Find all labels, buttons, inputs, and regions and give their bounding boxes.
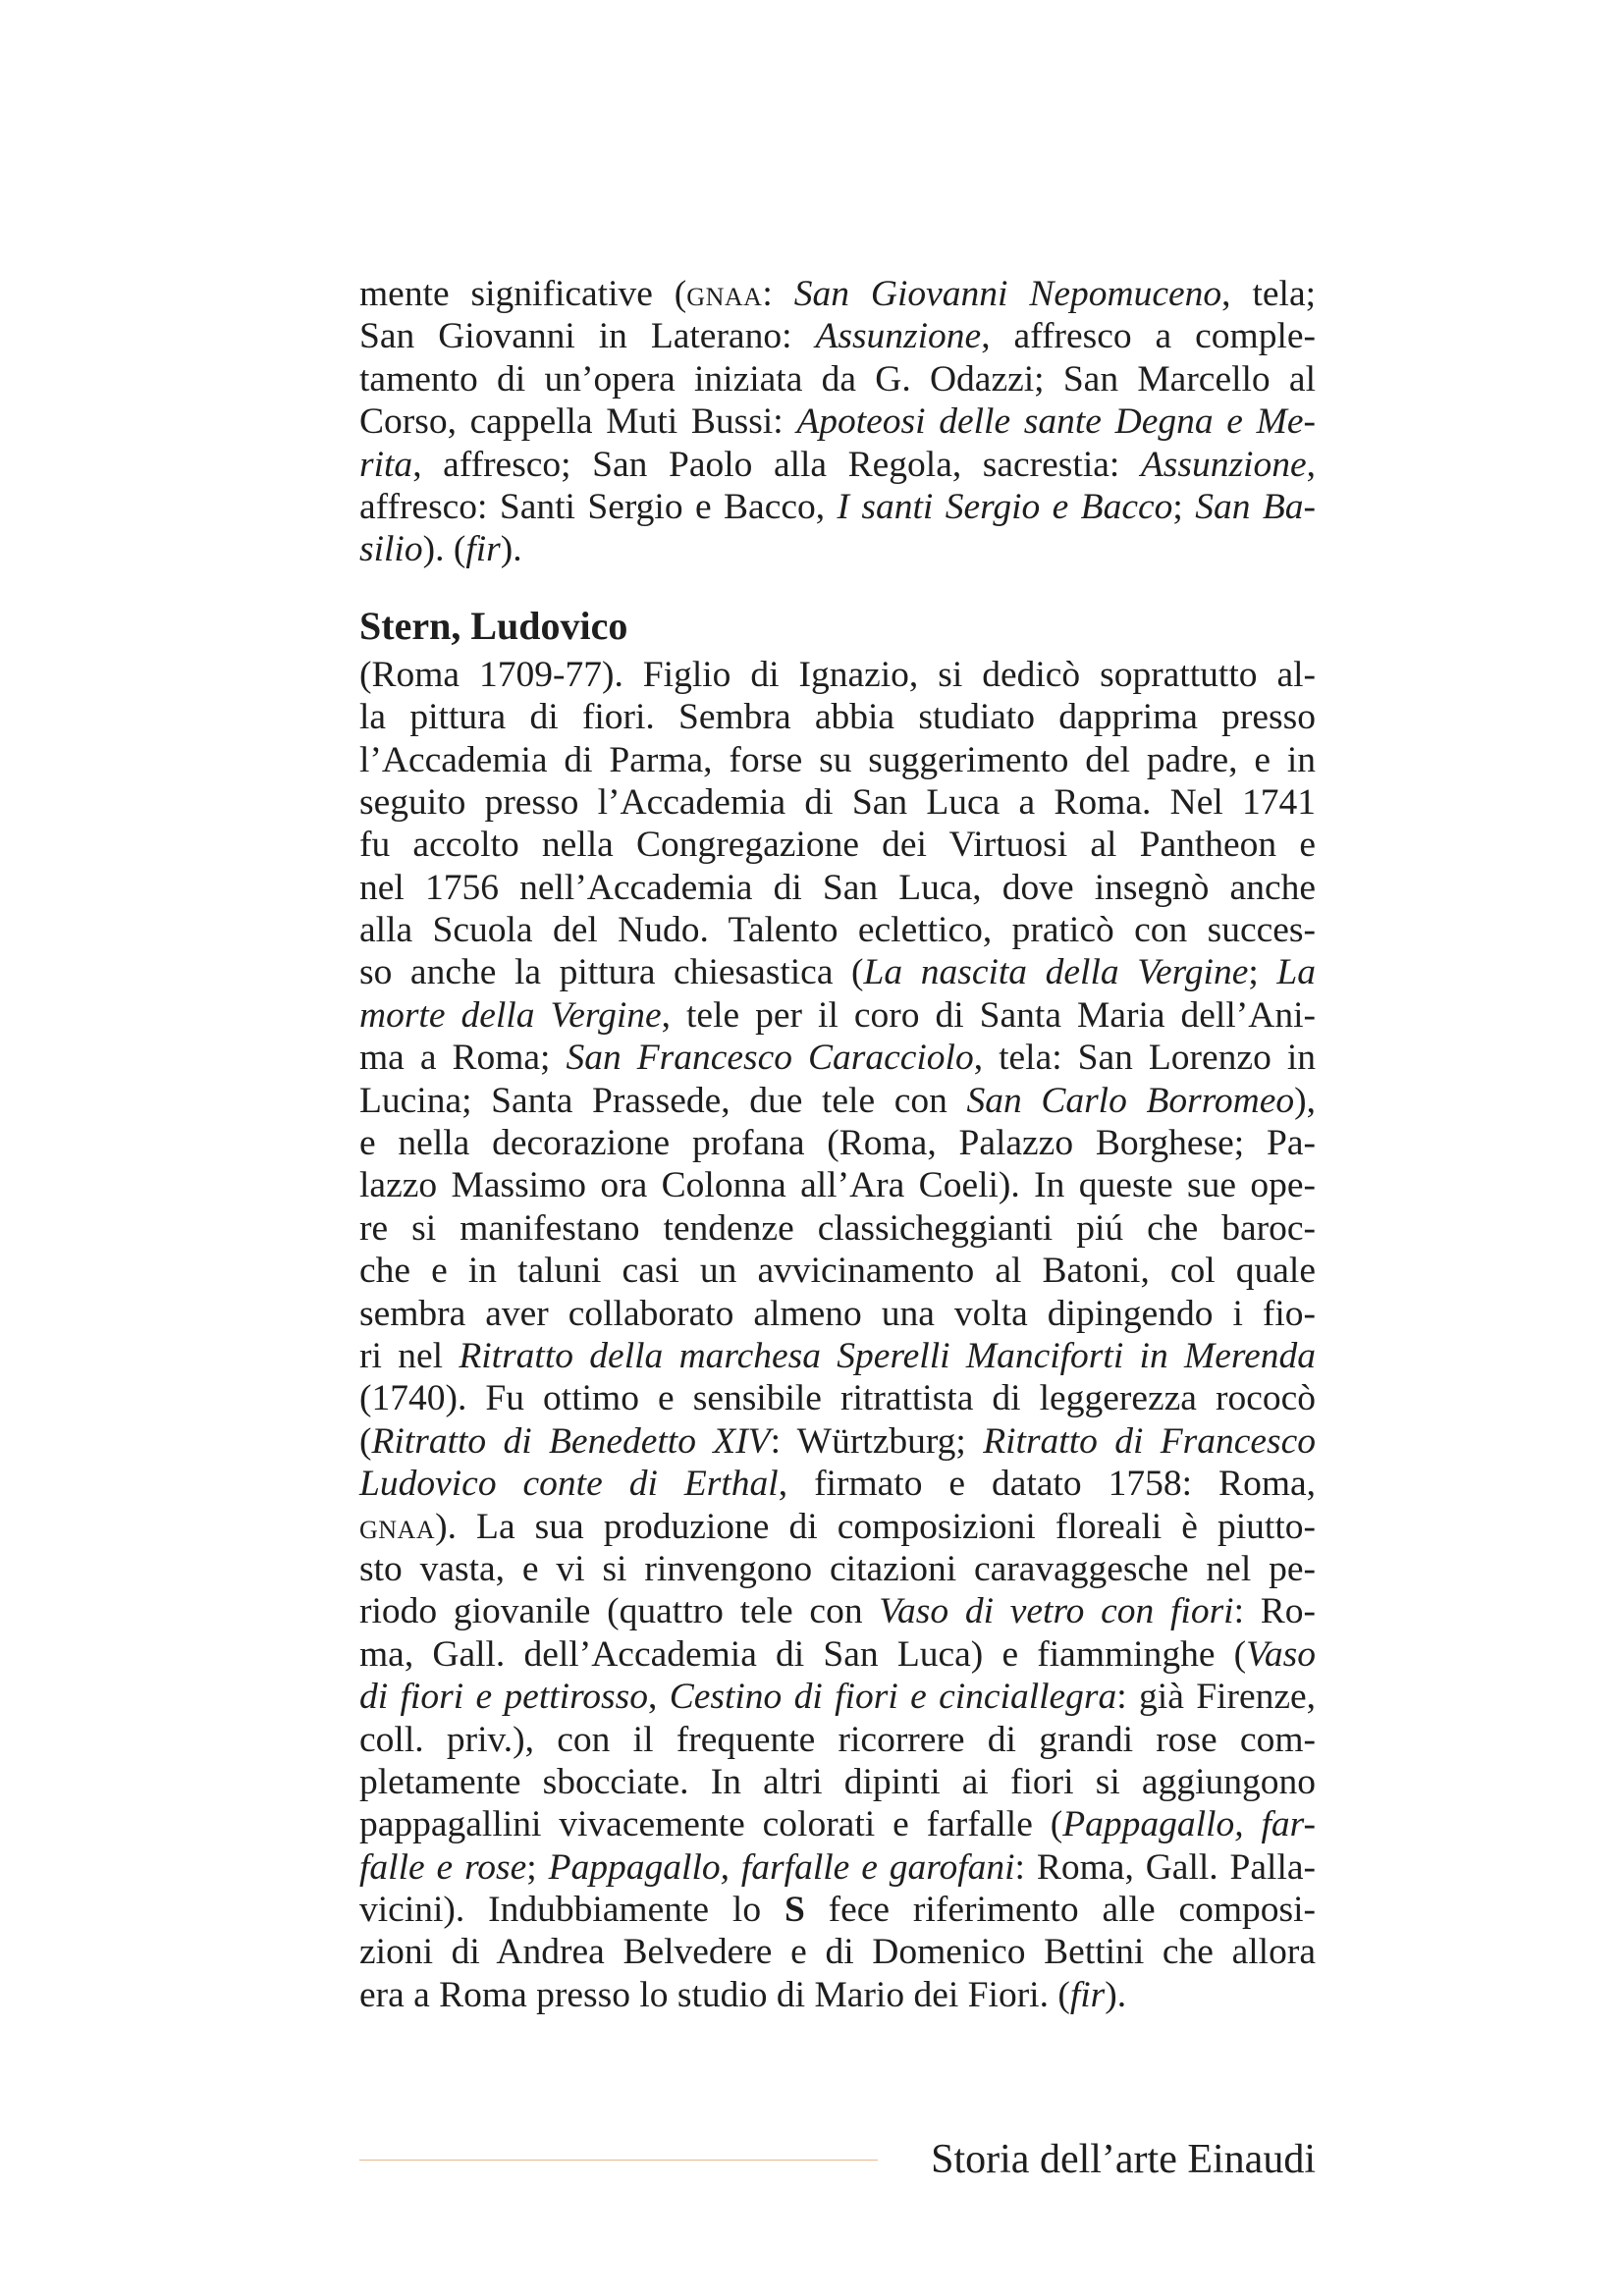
text-line <box>359 528 1316 570</box>
text-line <box>359 1931 1316 1973</box>
text-run: che e in taluni casi un avvicinamento al Batoni, col quale <box>359 1251 1316 1292</box>
text-line <box>359 400 1316 443</box>
text-run: : Roma, Gall. Palla- <box>1014 1846 1317 1888</box>
text-run: ), <box>1294 1080 1316 1121</box>
text-line <box>359 1335 1316 1377</box>
text-run: so anche la pittura chiesastica ( <box>359 952 864 993</box>
text-run: : già Firenze, <box>1116 1677 1317 1718</box>
italic-title: di fiori e pettirosso <box>359 1677 648 1718</box>
text-run: vicini). Indubbiamente lo <box>359 1890 784 1931</box>
text-run: ma a Roma; <box>359 1038 567 1079</box>
text-line <box>359 1122 1316 1164</box>
text-line <box>359 1803 1316 1845</box>
text-line <box>359 867 1316 909</box>
text-line <box>359 1761 1316 1803</box>
italic-title: I santi Sergio e Bacco <box>837 486 1173 527</box>
previous-entry-continuation <box>359 273 1316 571</box>
text-run: zioni di Andrea Belvedere e di Domenico Bettini che allora <box>359 1932 1316 1973</box>
text-run: , firmato e datato 1758: Roma, <box>778 1464 1317 1505</box>
text-column <box>359 273 1316 2016</box>
text-run: mente significative ( <box>359 274 687 314</box>
text-run: ). La sua produzione di composizioni floreali è piutto- <box>435 1506 1316 1547</box>
text-run: coll. priv.), con il frequente ricorrere di grandi rose com- <box>359 1719 1316 1760</box>
text-run: : <box>762 274 794 314</box>
text-line <box>359 994 1316 1037</box>
text-line <box>359 1207 1316 1250</box>
text-run: pletamente sbocciate. In altri dipinti ai fiori si aggiungono <box>359 1761 1316 1802</box>
text-run: fu accolto nella Congregazione dei Virtuosi al Pantheon e <box>359 825 1316 866</box>
text-line <box>359 951 1316 993</box>
text-line <box>359 1719 1316 1761</box>
text-run: : Ro- <box>1233 1591 1317 1632</box>
text-run: (Roma 1709-77). Figlio di Ignazio, si dedicò soprattutto al- <box>359 654 1316 695</box>
italic-title: rita <box>359 444 413 485</box>
text-run: , tela; <box>1221 274 1317 314</box>
entry-body <box>359 654 1316 2017</box>
text-run: , affresco; San Paolo alla Regola, sacrestia: <box>412 444 1141 485</box>
text-run: , tela: San Lorenzo in <box>973 1038 1316 1079</box>
entry-heading: Stern, Ludovico <box>359 603 628 648</box>
text-line <box>359 1250 1316 1292</box>
text-run: ; <box>1248 952 1277 993</box>
text-run: alla Scuola del Nudo. Talento eclettico, praticò con succes- <box>359 910 1316 951</box>
text-run: , affresco a comple- <box>981 316 1316 357</box>
text-run: ; <box>526 1846 549 1888</box>
text-line <box>359 1037 1316 1079</box>
text-run: ri nel <box>359 1335 460 1376</box>
text-run: affresco: Santi Sergio e Bacco, <box>359 486 838 527</box>
text-line <box>359 486 1316 528</box>
italic-title: Ritratto di Benedetto XIV <box>371 1420 771 1462</box>
text-line <box>359 1548 1316 1590</box>
italic-title: Ritratto di Francesco <box>983 1420 1317 1462</box>
text-line <box>359 1590 1316 1632</box>
text-line <box>359 1463 1316 1505</box>
italic-title: San Carlo Borromeo <box>966 1080 1295 1121</box>
italic-title: Ludovico conte di Erthal <box>359 1464 779 1505</box>
text-run: pappagallini vivacemente colorati e farfalle ( <box>359 1804 1063 1845</box>
text-run: l’Accademia di Parma, forse su suggerimento del padre, e in <box>359 739 1316 780</box>
text-run: , <box>1306 444 1316 485</box>
italic-title: Assunzione <box>815 316 982 357</box>
italic-title: morte della Vergine <box>359 994 662 1036</box>
italic-title: Pappagallo, far- <box>1062 1804 1317 1845</box>
italic-title: La <box>1276 952 1316 993</box>
text-run: San Giovanni in Laterano: <box>359 316 816 357</box>
text-run: ( <box>359 1420 372 1462</box>
text-line <box>359 1377 1316 1419</box>
text-run: sto vasta, e vi si rinvengono citazioni caravaggesche nel pe- <box>359 1548 1316 1589</box>
text-run: ). ( <box>422 529 466 570</box>
text-run: tamento di un’opera iniziata da G. Odazzi; San Marcello al <box>359 358 1316 400</box>
text-line <box>359 1633 1316 1676</box>
text-run: ; <box>1172 486 1196 527</box>
text-run: fece riferimento alle composi- <box>804 1890 1317 1931</box>
text-run: lazzo Massimo ora Colonna all’Ara Coeli). In queste sue ope- <box>359 1165 1316 1206</box>
footer-title: Storia dell’arte Einaudi <box>931 2137 1316 2182</box>
text-line <box>359 1420 1316 1463</box>
text-run: seguito presso l’Accademia di San Luca a Roma. Nel 1741 <box>359 781 1316 823</box>
italic-title: San Ba- <box>1195 486 1317 527</box>
text-line <box>359 781 1316 824</box>
footer-rule <box>359 2160 878 2161</box>
italic-title: Pappagallo, farfalle e garofani <box>548 1846 1015 1888</box>
text-line <box>359 444 1316 486</box>
italic-title: Assunzione <box>1140 444 1307 485</box>
text-run: ma, Gall. dell’Accademia di San Luca) e fiamminghe ( <box>359 1633 1247 1675</box>
text-run: (1740). Fu ottimo e sensibile ritrattista di leggerezza rococò <box>359 1378 1316 1419</box>
italic-title: falle e rose <box>359 1846 527 1888</box>
text-line <box>359 358 1316 400</box>
italic-title: Vaso di vetro con fiori <box>879 1591 1234 1632</box>
text-line <box>359 1974 1316 2016</box>
text-run: , <box>647 1677 670 1718</box>
text-run: e nella decorazione profana (Roma, Palazzo Borghese; Pa- <box>359 1123 1316 1164</box>
italic-title: Cestino di fiori e cinciallegra <box>669 1677 1117 1718</box>
text-line <box>359 696 1316 738</box>
text-run: riodo giovanile (quattro tele con <box>359 1591 880 1632</box>
text-run: , tele per il coro di Santa Maria dell’Ani- <box>661 994 1316 1036</box>
text-run: ). <box>1105 1974 1127 2015</box>
text-run: Lucina; Santa Prassede, due tele con <box>359 1080 967 1121</box>
bold-initial: S <box>784 1890 805 1931</box>
italic-title: fir <box>465 529 501 570</box>
text-run: re si manifestano tendenze classicheggianti piú che baroc- <box>359 1207 1316 1249</box>
text-run: era a Roma presso lo studio di Mario dei Fiori. ( <box>359 1974 1070 2015</box>
text-run: nel 1756 nell’Accademia di San Luca, dove insegnò anche <box>359 867 1316 908</box>
italic-title: silio <box>359 529 423 570</box>
italic-title: San Giovanni Nepomuceno <box>793 274 1222 314</box>
text-line <box>359 654 1316 696</box>
italic-title: Ritratto della marchesa Sperelli Manciforti in Merenda <box>459 1335 1316 1376</box>
text-line <box>359 1889 1316 1931</box>
text-run: ). <box>500 529 522 570</box>
text-run: la pittura di fiori. Sembra abbia studiato dapprima presso <box>359 697 1316 738</box>
text-line <box>359 824 1316 866</box>
text-line <box>359 1080 1316 1122</box>
text-line <box>359 1846 1316 1889</box>
text-line <box>359 1676 1316 1718</box>
italic-title: Apoteosi delle sante Degna e Me- <box>796 401 1316 443</box>
italic-title: La nascita della Vergine <box>863 952 1249 993</box>
text-line <box>359 909 1316 951</box>
text-line <box>359 315 1316 357</box>
small-caps-abbrev: gnaa <box>686 274 763 314</box>
text-line <box>359 1506 1316 1548</box>
italic-title: San Francesco Caracciolo <box>566 1038 974 1079</box>
text-run: sembra aver collaborato almeno una volta dipingendo i fio- <box>359 1293 1316 1334</box>
text-line <box>359 1164 1316 1206</box>
text-line <box>359 739 1316 781</box>
italic-title: fir <box>1069 1974 1106 2015</box>
text-run: Corso, cappella Muti Bussi: <box>359 401 797 443</box>
text-run: : Würtzburg; <box>770 1420 984 1462</box>
small-caps-abbrev: gnaa <box>359 1506 436 1547</box>
italic-title: Vaso <box>1246 1633 1316 1675</box>
text-line <box>359 273 1316 315</box>
text-line <box>359 1293 1316 1335</box>
